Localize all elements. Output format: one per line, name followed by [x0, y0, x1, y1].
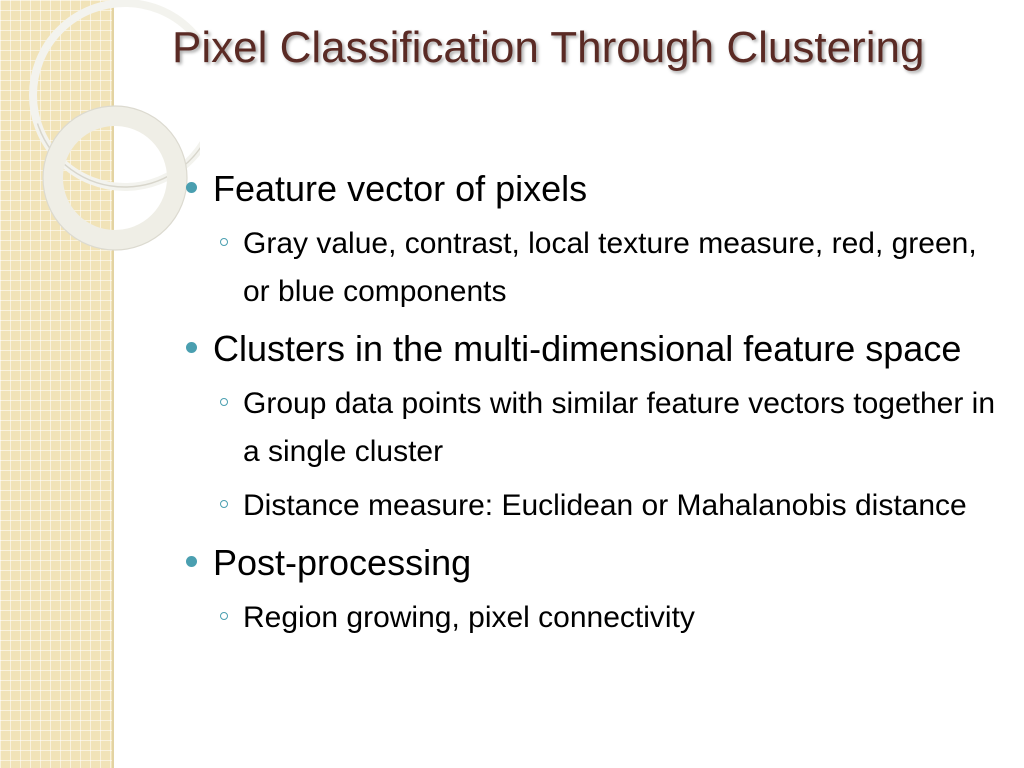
bullet-list [186, 162, 1006, 648]
sub-bullet-distance-measure: Distance measure: Euclidean or Mahalanobis distance [186, 482, 1006, 530]
bullet-clusters: Clusters in the multi-dimensional feature space [186, 322, 1006, 376]
slide-title: Pixel Classification Through Clustering [172, 23, 925, 72]
sub-bullet-region-growing: Region growing, pixel connectivity [186, 594, 1006, 642]
bullet-feature-vector: Feature vector of pixels [186, 162, 1006, 216]
decorative-side-band [0, 0, 112, 768]
sub-bullet-group-data-points: Group data points with similar feature vectors together in a single cluster [186, 380, 1006, 476]
bullet-post-processing: Post-processing [186, 536, 1006, 590]
side-band-edge [112, 0, 114, 768]
sub-bullet-gray-value: Gray value, contrast, local texture measure, red, green, or blue components [186, 220, 1006, 316]
